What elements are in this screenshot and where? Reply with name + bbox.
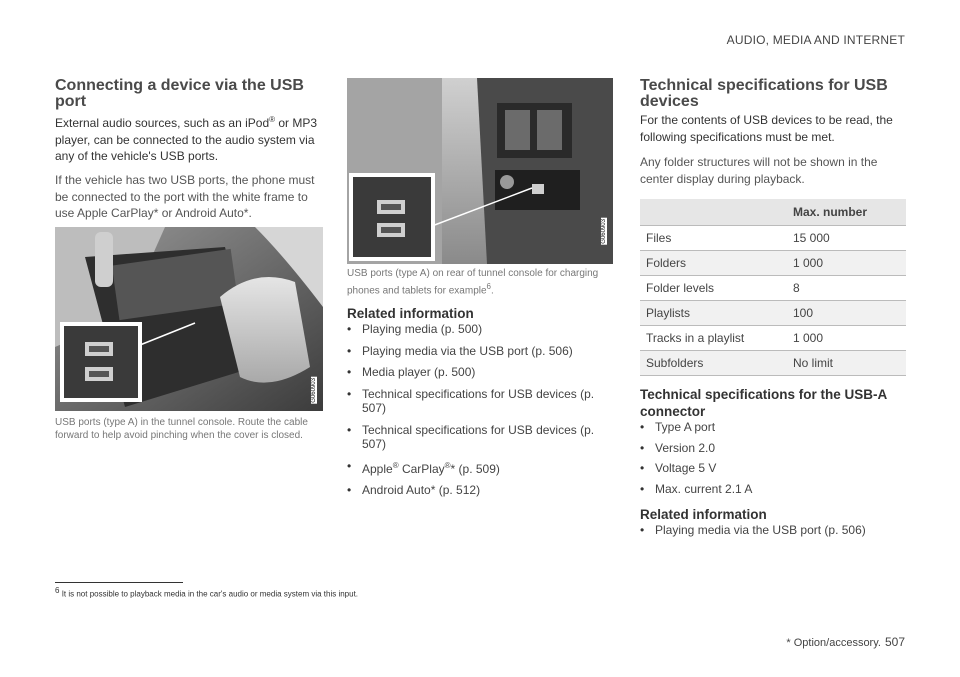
- table-header-cell: Max. number: [787, 199, 906, 226]
- running-header: AUDIO, MEDIA AND INTERNET: [726, 33, 905, 47]
- rear-console-photo: [347, 78, 613, 264]
- image-caption: USB ports (type A) in the tunnel console. Route the cable forward to help avoid pinching when the cover is closed.: [55, 417, 308, 441]
- spec-table: [640, 199, 906, 376]
- table-cell: Files: [640, 226, 787, 251]
- table-cell: 8: [787, 276, 906, 301]
- table-header-row: [640, 199, 906, 226]
- table-cell: Tracks in a playlist: [640, 326, 787, 351]
- list-item[interactable]: [347, 423, 613, 452]
- table-row: [640, 351, 906, 376]
- footnote-divider: [55, 582, 183, 583]
- table-row: [640, 326, 906, 351]
- related-list: [640, 523, 906, 538]
- list-item[interactable]: [347, 344, 613, 359]
- page-footer: [786, 635, 905, 649]
- list-item[interactable]: [347, 459, 613, 477]
- section-heading: Connecting a device via the USB port: [55, 77, 304, 110]
- table-cell: Folders: [640, 251, 787, 276]
- table-row: [640, 251, 906, 276]
- table-cell: Playlists: [640, 301, 787, 326]
- table-cell: No limit: [787, 351, 906, 376]
- related-link[interactable]: Technical specifications for USB devices (p. 507): [362, 386, 595, 415]
- table-row: [640, 226, 906, 251]
- table-row: [640, 276, 906, 301]
- table-cell: Subfolders: [640, 351, 787, 376]
- list-item[interactable]: [347, 483, 613, 498]
- intro-paragraph: External audio sources, such as an iPod® or MP3 player, can be connected to the audio system via any of the vehicle's USB ports.: [55, 115, 318, 163]
- related-heading: Related information: [640, 507, 767, 522]
- related-link[interactable]: Android Auto* (p. 512): [362, 483, 481, 497]
- connector-spec-list: [640, 420, 906, 496]
- list-item: • Type A port: [640, 420, 906, 435]
- related-list: [347, 322, 613, 498]
- list-item[interactable]: [347, 322, 613, 337]
- page-number: 507: [884, 635, 905, 649]
- related-link[interactable]: Apple® CarPlay®* (p. 509): [362, 460, 500, 476]
- list-item[interactable]: [347, 387, 613, 416]
- related-link[interactable]: Playing media (p. 500): [362, 322, 483, 336]
- option-note: * Option/accessory.: [786, 637, 881, 649]
- table-cell: Folder levels: [640, 276, 787, 301]
- image-code: G060903: [601, 219, 607, 244]
- related-link[interactable]: Technical specifications for USB devices (p. 507): [362, 422, 595, 451]
- related-link[interactable]: Media player (p. 500): [362, 365, 476, 379]
- related-heading: Related information: [347, 306, 474, 321]
- related-link[interactable]: Playing media via the USB port (p. 506): [362, 343, 573, 358]
- list-item: • Version 2.0: [640, 441, 906, 456]
- section-heading: Technical specifications for USB devices: [640, 77, 888, 110]
- table-cell: 1 000: [787, 326, 906, 351]
- image-code: G060903: [311, 378, 317, 403]
- list-item: • Voltage 5 V: [640, 461, 906, 476]
- tunnel-console-photo: [55, 227, 323, 411]
- carplay-paragraph: If the vehicle has two USB ports, the phone must be connected to the port with the white frame to use Apple CarPlay* or Android Auto*.: [55, 173, 315, 220]
- list-item[interactable]: [347, 365, 613, 380]
- image-caption: USB ports (type A) on rear of tunnel console for charging phones and tablets for example$^6$.: [347, 268, 599, 296]
- list-item: • Max. current 2.1 A: [640, 482, 906, 497]
- table-row: [640, 301, 906, 326]
- table-cell: 1 000: [787, 251, 906, 276]
- table-cell: 100: [787, 301, 906, 326]
- related-link[interactable]: Playing media via the USB port (p. 506): [655, 523, 866, 537]
- connector-heading: Technical specifications for the USB-A connector: [640, 387, 887, 419]
- table-header-cell: [640, 199, 787, 226]
- intro-paragraph: For the contents of USB devices to be read, the following specifications must be met.: [640, 113, 893, 144]
- table-cell: 15 000: [787, 226, 906, 251]
- footnote: $^6$ It is not possible to playback media in the car's audio or media system via this input.: [55, 586, 359, 599]
- list-item[interactable]: [640, 523, 906, 538]
- folder-note: Any folder structures will not be shown in the center display during playback.: [640, 155, 878, 186]
